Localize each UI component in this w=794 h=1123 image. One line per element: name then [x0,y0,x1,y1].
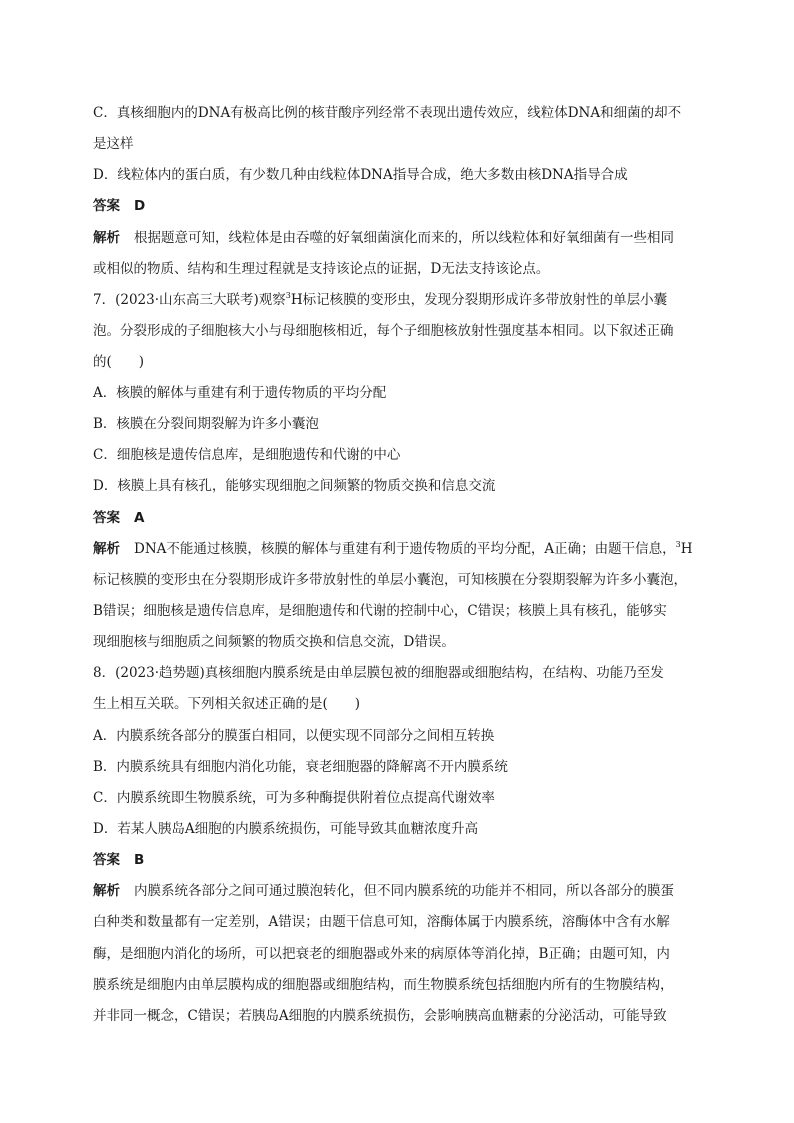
option-c-line: C．细胞核是遗传信息库，是细胞遗传和代谢的中心 [93,447,401,463]
question-7-line-end: 的( ) [93,354,145,370]
analysis-line-continued: 酶，是细胞内消化的场所，可以把衰老的细胞器或外来的病原体等消化掉，B正确；由题可知，内 [93,946,670,962]
analysis-line-continued: 标记核膜的变形虫在分裂期形成许多带放射性的单层小囊泡，可知核膜在分裂期裂解为许多小囊泡， [93,572,687,588]
option-c-line: C．真核细胞内的DNA有极高比例的核苷酸序列经常不表现出遗传效应，线粒体DNA和细菌的却不 [93,105,682,121]
analysis-text: 内膜系统各部分之间可通过膜泡转化，但不同内膜系统的功能并不相同，所以各部分的膜蛋 [134,883,674,899]
analysis-line [93,540,705,558]
option-a-line: A．核膜的解体与重建有利于遗传物质的平均分配 [93,385,387,401]
analysis-line-continued: 并非同一概念，C错误；若胰岛A细胞的内膜系统损伤，会影响胰高血糖素的分泌活动，可能导致 [93,1008,667,1024]
question-7-line [93,291,705,309]
answer-line [93,197,705,215]
answer-value: B [134,852,145,868]
answer-label: 答案 [93,198,120,214]
option-d-line: D．线粒体内的蛋白质，有少数几种由线粒体DNA指导合成，绝大多数由核DNA指导合成 [93,167,628,183]
analysis-line [93,229,705,247]
superscript: 3 [675,540,681,549]
question-8-line: 8．(2023·趋势题)真核细胞内膜系统是由单层膜包被的细胞器或细胞结构，在结构、功能乃至发 [93,665,664,681]
analysis-text-rest: H [680,541,693,557]
superscript: 3 [285,291,291,300]
analysis-text: DNA不能通过核膜，核膜的解体与重建有利于遗传物质的平均分配，A正确；由题干信息， [134,541,676,557]
option-d-line: D．若某人胰岛A细胞的内膜系统损伤，可能导致其血糖浓度升高 [93,821,479,837]
option-c-line: C．内膜系统即生物膜系统，可为多种酶提供附着位点提高代谢效率 [93,790,495,806]
analysis-line-continued: B错误；细胞核是遗传信息库，是细胞遗传和代谢的控制中心，C错误；核膜上具有核孔，能够实 [93,603,667,619]
analysis-line [93,882,705,900]
question-7-line-continued: 泡。分裂形成的子细胞核大小与母细胞核相近，每个子细胞核放射性强度基本相同。以下叙述正确 [93,323,674,339]
answer-label: 答案 [93,510,120,526]
analysis-label: 解析 [93,883,120,899]
analysis-line-continued: 或相似的物质、结构和生理过程就是支持该论点的证据，D无法支持该论点。 [93,261,550,277]
analysis-line-continued: 膜系统是细胞内由单层膜构成的细胞器或细胞结构，而生物膜系统包括细胞内所有的生物膜结构， [93,977,674,993]
answer-line [93,851,705,869]
answer-value: A [134,510,145,526]
option-d-line: D．核膜上具有核孔，能够实现细胞之间频繁的物质交换和信息交流 [93,478,496,494]
analysis-label: 解析 [93,230,120,246]
option-b-line: B．核膜在分裂间期裂解为许多小囊泡 [93,416,319,432]
option-b-line: B．内膜系统具有细胞内消化功能，衰老细胞器的降解离不开内膜系统 [93,759,508,775]
analysis-label: 解析 [93,541,120,557]
question-8-line-continued: 生上相互关联。下列相关叙述正确的是( ) [93,696,361,712]
analysis-text: 根据题意可知，线粒体是由吞噬的好氧细菌演化而来的，所以线粒体和好氧细菌有一些相同 [134,230,674,246]
answer-value: D [134,198,146,214]
option-a-line: A．内膜系统各部分的膜蛋白相同，以便实现不同部分之间相互转换 [93,728,495,744]
answer-line [93,509,705,527]
analysis-line-continued: 现细胞核与细胞质之间频繁的物质交换和信息交流，D错误。 [93,634,455,650]
answer-label: 答案 [93,852,120,868]
option-c-line-continued: 是这样 [93,136,134,152]
question-7-text: 7．(2023·山东高三大联考)观察 [93,292,286,308]
question-7-text-rest: H标记核膜的变形虫，发现分裂期形成许多带放射性的单层小囊 [290,292,668,308]
analysis-line-continued: 白种类和数量都有一定差别，A错误；由题干信息可知，溶酶体属于内膜系统，溶酶体中含有水解 [93,914,670,930]
